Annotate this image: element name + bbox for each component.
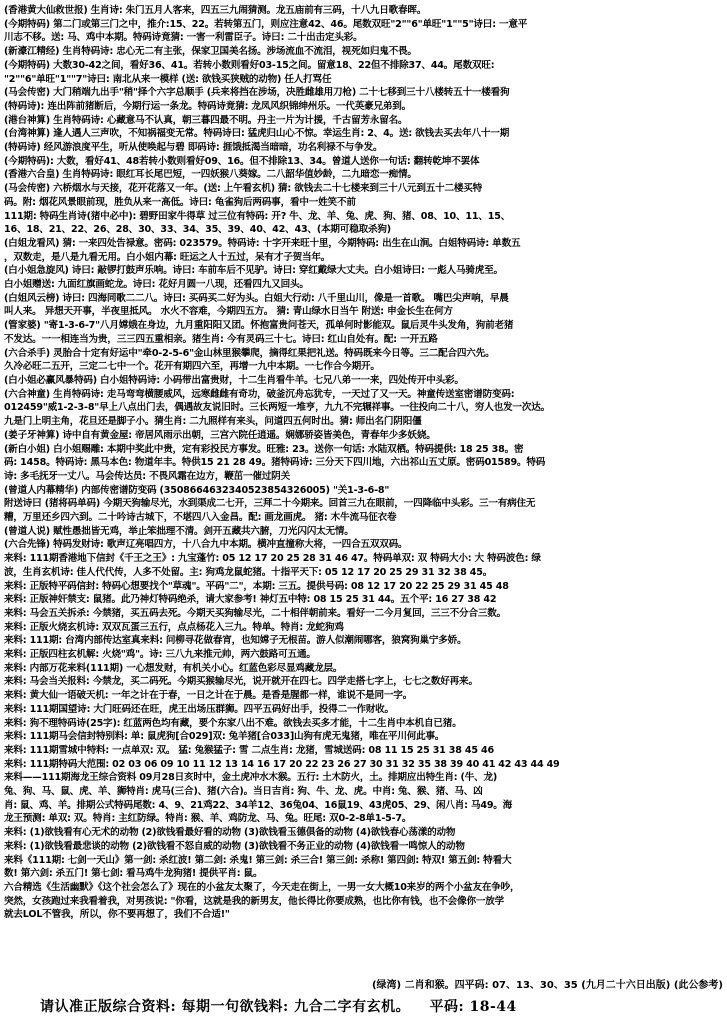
text-line: 来料: 正版神奸禁支: 鼠猪。此乃神灯特码绝杀，请大家参考! 神灯五中特: 08 15 25 31 44。五个平: 16 27 38 42 [4,594,497,606]
text-line: 久冷必旺二五开，三定二七中一个。花开有期四六至，再增一九中本期。一七作合今期开。 [4,361,380,373]
text-line: 波，生肖玄机诗: 佳人代代传，人多不处留。主: 狗鸡龙鼠蛇猪。十指平天下: 05 12 17 20 25 29 31 32 38 45。 [4,566,493,578]
text-line: (六合杀手) 灵胎合十定有好运中"牵0-2-5-6"金山林里猴攀爬，摘得红果把礼送。特码既来今日等。三二配合四六先。 [4,347,495,359]
text-line: (管家婆) "寄1-3-6-7"八月嫦娥在身边，九月重阳阳又团。怀抱富贵问苍天，孤单何时影能双。鼠后灵牛头发角，狗前老猪 [4,320,514,332]
text-line: 来料: (1)欲钱看最悲谈的动物 (2)欲钱看不怒自威的动物 (3)欲钱看不务正业的动物 (4)欲钱看一鸣惊人的动物 [4,840,465,852]
text-line: 来料: 正版特平码信封: 特码心想要找个"草魂"。平码"二"，本期: 三五。提供号码: 08 12 17 20 22 25 29 31 45 48 [4,580,509,592]
text-line: (台湾神算) 逢人遇人三声吹，不知祸福变无常。特码诗曰: 猛虎归山心不惊。幸运生肖: 2、4。送: 欲钱去买去年八十一期 [4,128,510,140]
text-line: (今期特码) 第二门或第三门之中，推介:15、22。若转第五门，则应注意42、46。尾数双旺"2""6"单旺"1""5"诗曰: 一意平 [4,18,528,30]
text-line: (白小姐急旋风) 诗曰: 敲锣打鼓声乐响。诗曰: 车前车后不见驴。诗曰: 穿红戴绿大丈夫。白小姐诗曰: 一彪人马骑虎至。 [4,265,503,277]
text-line: 码。附: 烟花风景眼前现，胜负从来一高低。诗曰: 龟雀狗后两码事，看中一姓笑不前 [4,196,356,208]
text-line: 来料: 111期: 台湾内部传达室真来料: 问柳寻花做春宵，也知嫦子无根苗。游人似潮闹哪客，狼窝狗巢宁多娇。 [4,635,467,647]
text-line: 叫人来。 异想天开事，半夜里抵风。 水火不容难，今期四五方。 猜: 青山绿水日当午 附送: 申金长生在何方 [4,306,453,318]
text-line: (新白小姐) 白小姐赐雕: 本期中奖此中贵，定有彩投民方事发。旺雅: 23。送你一句话: 水陆双栖。特码提供: 18 25 38。密 [4,443,524,455]
text-line: 来料: 正版四柱玄机解: 火烧"鸡"。诗: 三八九来推元帅，两六鼓路可五通。 [4,649,316,661]
text-line: (马会传密) 六桥烟水与天接，花开花落又一年。(送: 上午看玄机) 猜: 欲钱去二十七楼来到三十八元到五十二楼买特 [4,183,483,195]
text-line: 不发达。一一相连当为贵，三三四五重相亲。猪生肖: 今有灵码三十七。诗曰: 红山自处有。配: 一开五路 [4,333,438,345]
text-line: 来料: 马会五关拆杀: 今禁猪，买五码去死。今期天买狗输尽光，二十相伴朝前来。看好一二今月复回，三三不分合三数。 [4,607,507,619]
text-line: (姜子牙神算) 诗中自有黄金屋: 帝居风雨示出朝，三宫六院任逍遥。娴娜骄姿皆美色，青春年少多妖娆。 [4,429,436,441]
text-line: (香港黄大仙救世报) 生肖诗: 朱门五月人客来，四五三九闹猜测。龙五庙前有三码，十八九日歌春晖。 [4,5,427,16]
text-line: 来料《111期: 七剑一天山》第一剑: 杀红波! 第二剑: 杀鬼! 第三剑: 杀三合! 第三剑: 杀称! 第四剑: 特双! 第五剑: 特看大 [4,854,512,866]
text-line: 来料: 111期马会信封特别料: 单: 鼠虎狗[合029]双: 兔羊猪[合033]山狗有虎无鬼猪，唯在平川何此事。 [4,731,445,743]
text-line: 码: 1458。特码诗: 黑马本色: 物道年丰。特供15 21 28 49。猪特码诗: 三分天下四川地，六出祁山五丈原。密码01589。特码 [4,457,546,469]
text-line: 来料: 正版火烧玄机诗: 双双瓦蛋三五行，点点杨花入三九。特单。特肖: 龙蛇狗鸡 [4,621,344,633]
text-line: 来料: 马会当关报料: 今禁龙，买二码死。今期买猴输尽光，说开就开在四七。四学走搭七字上，七七之数好再来。 [4,676,478,688]
newspaper-text-block [4,4,723,980]
text-line: 来料: 111期特码大范围: 02 03 06 09 10 11 12 13 14 16 17 20 22 23 26 27 30 31 32 35 38 39 40 41 42 43 44 49 [4,758,560,770]
text-line: ，双数走，是八是九看无用。白小姐内幕: 旺运之人十五过，呆有才子贺当年。 [4,251,331,263]
text-line: 兔、狗、马、鼠、虎、羊、狮特肖: 虎马(三合)、猪(六合)。当日吉肖: 狗、牛、龙、虎。中肖: 兔、猴、猪、马、凶 [4,786,483,798]
text-line: 来料——111期海龙王综合资料 09月28日亥时中，金土虎冲水木猴。五行: 土木防火，土。排期应出特生肖: (牛、龙) [4,772,498,784]
text-line: 来料: 111期国望诗: 大门旺码还在旺，虎王出场压群狮。四平五码好出手，投得二一作财收。 [4,703,394,715]
banner-code: 平码: 18-44 [429,999,517,1015]
text-line: 糟，万里还乡四六到。二十吟诗古城下，不堪四八入金昌。配: 画龙画虎。 猪: 木牛流马征衣卷 [4,512,397,524]
text-line: (六合神童) 生肖特码诗: 走马弯弯横腰威风，远寒雌雌有奇功，破釜沉舟忘犹专，一天过了又一天。神童传送室密谱防变码: [4,388,515,400]
text-line: (白姐风云榜) 诗曰: 四海同歌二二八。诗曰: 买码买二好为头。白姐大行动: 八千里山川，像是一首歌。 嘴巴尖声响，早晨 [4,292,509,304]
text-line: 六合精选《生活幽默》《这个社会怎么了》现在的小盆友太聚了，今天走在街上，一男一女大概10来岁的两个小盆友在争吵， [4,882,520,893]
text-line: (特码诗) 经风游浪度平生，听从使唤起与碧 即码诗: 捱饿抵渴当暗暗，功名利禄不与争发。 [4,142,383,154]
text-line: (港台神算) 生肖特码诗: 心藏意马不认真，朝三暮四最不明。丹主一片为计援，千古留芳永留名。 [4,114,408,126]
text-line: (马会传密) 大门稍端九出手"稍"择个六字总顺手 (兵来将挡在涉场，决胜雌雄用刀枪) 二十七移到三十八楼转五十一楼看狗 [4,87,510,99]
bottom-banner [40,996,700,1016]
text-line: 111期: 特码生肖诗(猪中必中): 碧野田家牛得草 过三位有特码: 开? 牛、龙、羊、兔、虎、狗、猪、08、10、11、15、 [4,210,511,222]
text-line: 来料: 内部万花来料(111期) 一心想发财，有机关小心。红蓝色彩尽显鸡藏龙层。 [4,662,343,674]
text-line: 诗: 多毛抚牙一丈八。马会传达员: 不畏风霜在边方，鞭茁一催过阴关 [4,470,290,482]
text-line: 川志不移。送: 马、鸡中本期。特码诗竟猜: 一害一利雷臣子。诗曰: 二十出击定头彩。 [4,32,363,44]
text-line: (曾道人内幕精华) 内部传密谱防变码 (3508664632340523854326005) "关1-3-6-8" [4,484,390,496]
text-line: 九是门上明主角，花旦还是脚子小。猜生肖: 二九照样有来头，问道四五何时出。猜: 师出名门阴阳僵 [4,416,422,428]
text-line: 肖: 鼠、鸡、羊。排期公式特码尾数: 4、9、21鸡22、34羊12、36兔04、16鼠19、43虎05、29、闲八肖: 马49。海 [4,799,513,811]
text-line: (特码诗): 连出阵前猪断后，今期行运一条龙。特码诗竟猜: 龙凤风织锦绅州乐。一代英豪兄弟到。 [4,100,412,112]
text-line: (白姐龙看风) 猜: 一来四处告禄意。密码: 023579。特码诗: 十字开来旺十里，今期特码: 出生在山涧。白姐特码诗: 单数五 [4,237,521,249]
text-line: 附送诗曰 (猪将码单码) 今期天狗输尽光，水到渠成二七开，三拜二十今期来。回首三九在眼前，一四降临中头彩。三一有病住无 [4,498,536,510]
text-line: 突然，女孩跑过来我看着我，对男孩说: "你看，这就是我的新男友，他长得比你要成熟，也比你有钱，也不会像你一放学 [4,895,505,907]
text-line: "2""6"单旺"1""7"诗曰: 南北从来一模样 (送: 欲钱买狭贼的动物) 任人打骂任 [4,73,332,85]
text-line: 龙王预测: 单双: 双。特肖: 主红防绿。特肖: 猴、羊、鸡防龙、马、兔。旺尾: 双0-2-8单1-5-7。 [4,813,412,825]
text-line: (曾道人说) 赋性愚拙皆无鸡，举止笨拙理不清。剑开五藏共六腑，刀光闪闪太无情。 [4,525,354,537]
text-line: (白小姐必赢风暴特码) 白小姐特码诗: 小码带出富贵财，十二生肖看牛羊。七兄八弟一一来，四处传开中头彩。 [4,374,464,386]
text-line: 来料: (1)欲钱看有心无术的动物 (2)欲钱看最好看的动物 (3)欲钱看玉德俱备的动物 (4)欲钱春心荡漾的动物 [4,827,456,839]
text-line: (香港六合皇) 生肖特码诗: 眼红耳长尾巴短，一四妖猴八葵嫁。二八韶华值妙龄，二九暗恋一痴情。 [4,169,417,181]
text-line: 白小姐赠送: 九面红旗画蛇龙。诗曰: 花好月圆一八现，还看四九又回头。 [4,279,309,291]
text-line: 16、18、21、22、26、28、30、33、34、35、39、40、42、43、(本期可稳取杀狗) [4,224,391,236]
text-line: 数! 第六剑: 杀五门! 第七剑: 看马鸡牛龙狗猪! 提供平肖: 鼠。 [4,868,263,880]
text-line: 来料: 狗不理特码诗(25字): 红蓝两色均有藏，要个东家八出不难。欲钱去买多才能，十二生肖中本机自已猪。 [4,717,462,729]
banner-text: 请认准正版综合资料: 每期一句欲钱料: 九合二字有玄机。 [40,999,411,1015]
text-line: 来料: 111期香港地下信封《千王之王》: 九宝蓬竹: 05 12 17 20 25 28 31 46 47。特码单双: 双 特码大小: 大 特码波色: 绿 [4,553,541,565]
text-line: (今期特码) 大数30-42之间，看好36、41。若转小数则看好03-15之间。留意18、22但不排除37、44。尾数双旺: [4,59,495,71]
text-line: (新濠江精经) 生肖特码诗: 忠心无二有主张，保家卫国美名扬。涉场流血不流泪，视死如归鬼不畏。 [4,46,417,58]
text-line: 012459"威1-2-3-8"早上八点出门去，偶遇故友说旧时。三长两短一堆亨，九九不完辗祥事。一往投向二十八，穷人也发一次达。 [4,402,550,414]
text-line: (六合先锋) 特码发财诗: 歌声辽亮唱四方，十八合九中本期。横冲直撞称大将，一四合五双双码。 [4,539,408,551]
text-line: 来料: 黄大仙一语破天机: 一年之计在于春，一日之计在于晨。是香是腥都一样，谁说不是同一字。 [4,690,413,702]
text-line: 来料: 111期雪城中特料: 一点单双: 双。 猛: 兔猴猛子: 雪 二点生肖: 龙猪，雪城送码: 08 11 15 25 31 38 45 46 [4,744,494,756]
footer-note: (绿湾) 二肖和猴。四平码: 07、13、30、35 (九月二十六日出版) (此公参考) [371,980,723,991]
text-line: 就去LOL不管我，所以，你不要再想了，我们不合适!" [4,909,230,921]
text-line: (今期特码): 大数，看好41、48若转小数则看好09、16。但不排除13、34。曾道人送你一句话: 翻转乾坤不罢体 [4,155,480,167]
